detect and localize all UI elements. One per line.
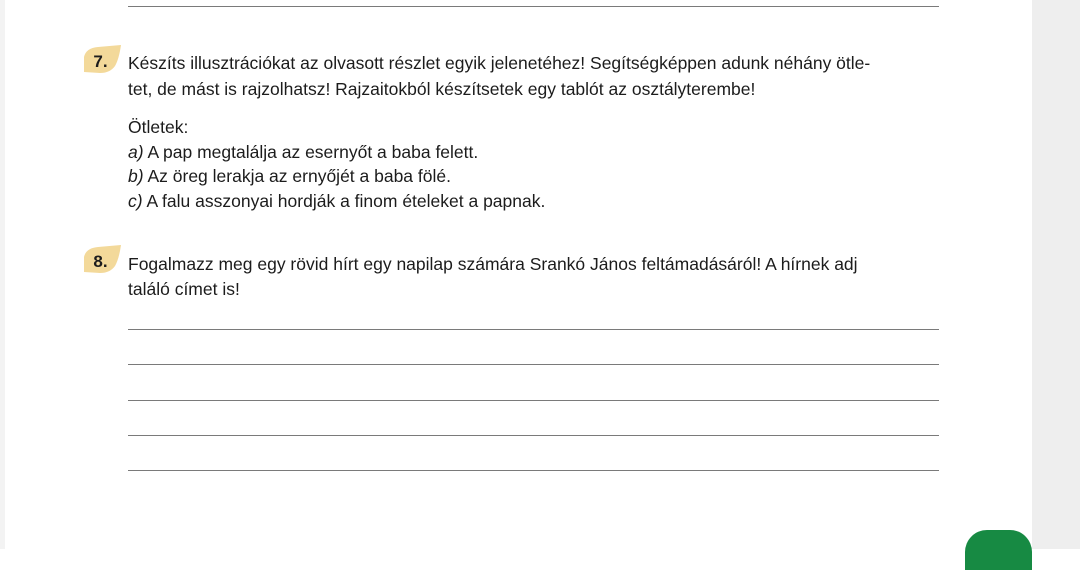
idea-b-letter: b) bbox=[128, 166, 144, 186]
task-7-text-line-2: tet, de mást is rajzolhatsz! Rajzaitokból készítsetek egy tablót az osztályterembe! bbox=[128, 79, 756, 99]
idea-c bbox=[128, 191, 545, 211]
task-8-badge bbox=[82, 245, 124, 275]
idea-c-letter: c) bbox=[128, 191, 143, 211]
answer-line-4[interactable] bbox=[128, 435, 939, 436]
idea-a bbox=[128, 142, 478, 162]
task-7-badge bbox=[82, 45, 124, 75]
viewer-margin bbox=[1032, 0, 1080, 549]
idea-a-text: A pap megtalálja az esernyőt a baba felett. bbox=[147, 142, 479, 162]
answer-line-top bbox=[128, 6, 939, 7]
answer-line-5[interactable] bbox=[128, 470, 939, 471]
answer-line-3[interactable] bbox=[128, 400, 939, 401]
ideas-heading: Ötletek: bbox=[128, 117, 189, 137]
task-8-number: 8. bbox=[93, 252, 108, 271]
task-8-text-line-2: találó címet is! bbox=[128, 279, 240, 299]
task-7-text-line-1: Készíts illusztrációkat az olvasott részlet egyik jelenetéhez! Segítségképpen adunk néhány ötle- bbox=[128, 53, 871, 73]
page-left-edge bbox=[0, 0, 5, 549]
answer-line-2[interactable] bbox=[128, 364, 939, 365]
page-corner-tab bbox=[965, 530, 1032, 570]
idea-c-text: A falu asszonyai hordják a finom ételeket a papnak. bbox=[146, 191, 546, 211]
idea-a-letter: a) bbox=[128, 142, 144, 162]
idea-b bbox=[128, 166, 451, 186]
task-7-number: 7. bbox=[93, 52, 108, 71]
answer-line-1[interactable] bbox=[128, 329, 939, 330]
task-8-text-line-1: Fogalmazz meg egy rövid hírt egy napilap számára Srankó János feltámadásáról! A hírnek adj bbox=[128, 254, 858, 274]
idea-b-text: Az öreg lerakja az ernyőjét a baba fölé. bbox=[147, 166, 451, 186]
